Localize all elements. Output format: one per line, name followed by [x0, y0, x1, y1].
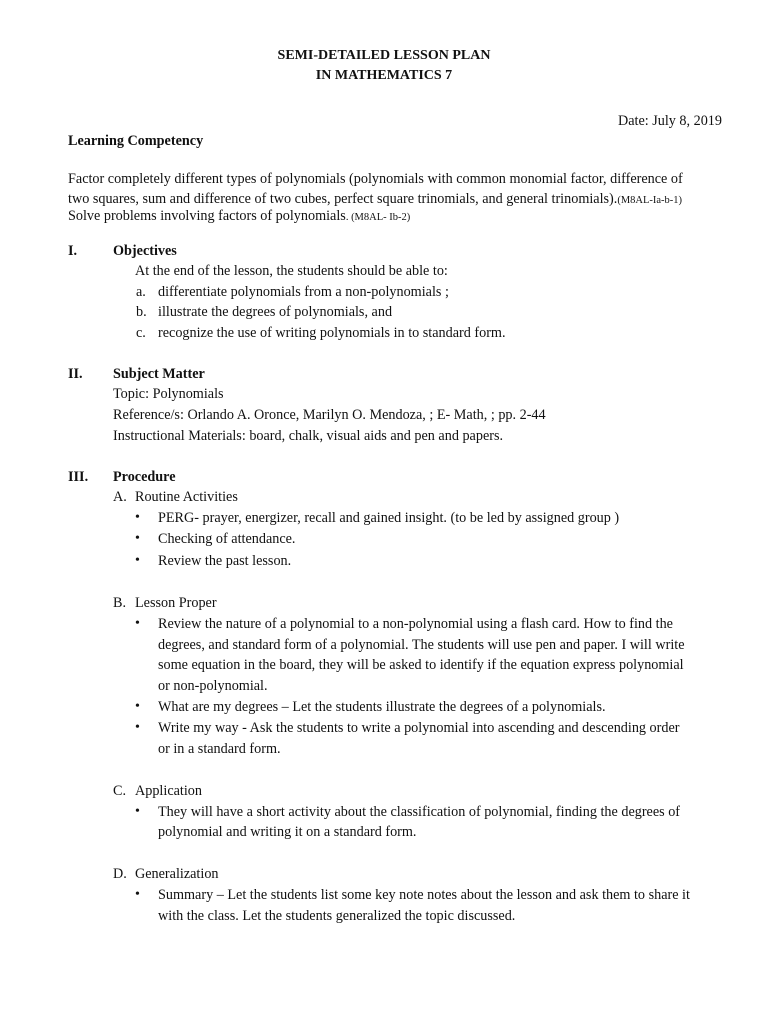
bullet-icon: • [135, 553, 140, 568]
lesson-bullet-2: What are my degrees – Let the students illustrate the degrees of a polynomials. [158, 699, 606, 715]
generalization-marker: D. [113, 866, 127, 882]
objectives-intro: At the end of the lesson, the students should be able to: [135, 263, 448, 279]
application-marker: C. [113, 783, 127, 799]
bullet-icon: • [135, 720, 140, 735]
lesson-label: Lesson Proper [135, 595, 217, 611]
routine-bullet-3: Review the past lesson. [158, 553, 292, 569]
subject-heading: Subject Matter [113, 366, 205, 382]
bullet-icon: • [135, 510, 140, 525]
date-text: Date: July 8, 2019 [617, 113, 722, 129]
lesson-bullet-3-line-1: Write my way - Ask the students to write a polynomial into ascending and descending order [158, 720, 680, 736]
competency-code-1: (M8AL-Ia-b-1) [617, 195, 683, 206]
lesson-bullet-1-line-1: Review the nature of a polynomial to a non-polynomial using a flash card. How to find the [158, 616, 673, 632]
subject-numeral: II. [68, 366, 83, 382]
generalization-label: Generalization [135, 866, 219, 882]
objective-marker-a: a. [136, 284, 146, 300]
subject-materials: Instructional Materials: board, chalk, visual aids and pen and papers. [113, 428, 504, 444]
objective-item-b: illustrate the degrees of polynomials, and [158, 304, 393, 320]
competency-heading: Learning Competency [68, 133, 204, 149]
bullet-icon: • [135, 887, 140, 902]
objective-item-c: recognize the use of writing polynomials in to standard form. [158, 325, 506, 341]
competency-code-2: . (M8AL- Ib-2) [345, 212, 411, 223]
bullet-icon: • [135, 804, 140, 819]
lesson-bullet-1-line-3: some equation in the board, they will be asked to identify if the equation express polynomial [158, 657, 684, 673]
competency-line-3-text: Solve problems involving factors of polynomials [68, 208, 346, 224]
routine-bullet-2: Checking of attendance. [158, 531, 296, 547]
routine-marker: A. [113, 489, 127, 505]
routine-label: Routine Activities [135, 489, 238, 505]
subject-topic: Topic: Polynomials [113, 386, 224, 402]
routine-bullet-1: PERG- prayer, energizer, recall and gained insight. (to be led by assigned group ) [158, 510, 620, 526]
application-line-2: polynomial and writing it on a standard form. [158, 824, 417, 840]
subject-reference: Reference/s: Orlando A. Oronce, Marilyn O. Mendoza, ; E- Math, ; pp. 2-44 [113, 407, 546, 423]
lesson-bullet-3-line-2: or in a standard form. [158, 741, 281, 757]
competency-line-1: Factor completely different types of polynomials (polynomials with common monomial factor, difference of [68, 171, 683, 187]
bullet-icon: • [135, 531, 140, 546]
objectives-numeral: I. [68, 243, 78, 259]
bullet-icon: • [135, 699, 140, 714]
lesson-bullet-1-line-4: or non-polynomial. [158, 678, 268, 694]
application-line-1: They will have a short activity about the classification of polynomial, finding the degrees of [158, 804, 681, 820]
objective-item-a: differentiate polynomials from a non-polynomials ; [158, 284, 449, 300]
objectives-heading: Objectives [113, 243, 177, 259]
lesson-bullet-1-line-2: degrees, and standard form of a polynomial. The students will use pen and paper. I will write [158, 637, 685, 653]
procedure-numeral: III. [68, 469, 89, 485]
generalization-line-2: with the class. Let the students generalized the topic discussed. [158, 908, 516, 924]
competency-line-2-text: two squares, sum and difference of two cubes, perfect square trinomials, and general trinomials). [68, 191, 618, 207]
lesson-marker: B. [113, 595, 127, 611]
title-line-2: IN MATHEMATICS 7 [315, 68, 453, 83]
generalization-line-1: Summary – Let the students list some key note notes about the lesson and ask them to share it [158, 887, 690, 903]
application-label: Application [135, 783, 202, 799]
objective-marker-b: b. [136, 304, 147, 320]
competency-line-3 [68, 206, 410, 229]
title-line-1: SEMI-DETAILED LESSON PLAN [277, 48, 491, 63]
bullet-icon: • [135, 616, 140, 631]
procedure-heading: Procedure [113, 469, 176, 485]
objective-marker-c: c. [136, 325, 146, 341]
